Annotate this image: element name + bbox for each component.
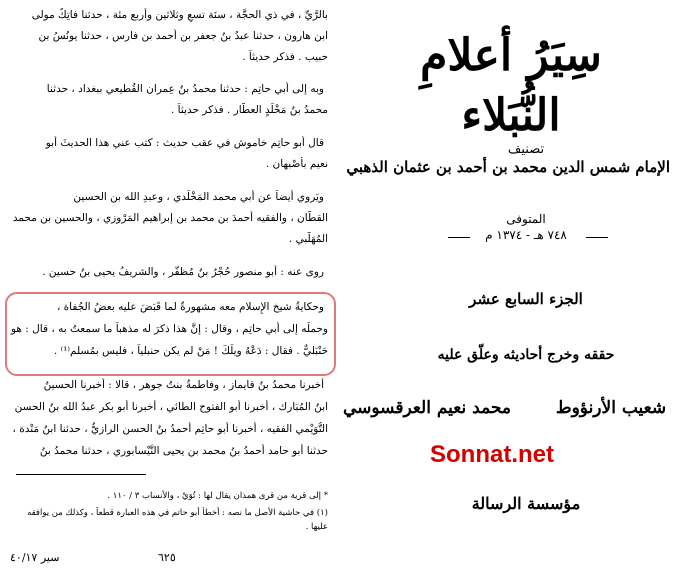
highlighted-line: وحملَه إلى أبي حاتِم ، وقال : إنَّ هذا ذكرَ له مذهباً ما سمعتُ به ، قال : هو [10, 323, 328, 335]
watermark-text: Sonnat.net [430, 441, 554, 468]
text-line: ويَروي أيضاً عن أبي محمد المَخْلَدي ، وعبدِ الله بن الحسين [73, 191, 324, 203]
text-line: وبه إلى أبي حاتِم : حدثنا محمدُ بنُ عِمران القُطيعي ببغداد ، حدثنا [46, 83, 324, 95]
died-label: المتوفى [506, 212, 546, 226]
signature-mark: سير ٤٠/١٧ [10, 551, 60, 564]
left-page [0, 0, 346, 579]
volume-label: الجزء السابع عشر [469, 290, 583, 308]
text-line: قال أبو حاتِم خاموش في عقب حديث : كتب عني هذا الحديثَ أبو [45, 137, 324, 149]
text-line: روى عنه : أبو منصور حُجْرُ بنُ مُظفّر ، والشريفُ يحيى بنُ حسين . [42, 266, 324, 278]
tasnif-label: تصنيف [507, 142, 545, 157]
page-number: ٦٢٥ [158, 551, 176, 564]
title-page [342, 0, 698, 579]
text-line: محمدُ بنُ مَخْلَدٍ العطَّار . فذكر حديثاً . [170, 104, 328, 116]
died-years: ٧٤٨ هـ - ١٣٧٤ م [485, 228, 567, 242]
text-line: ابن هارون ، حدثنا عبدُ بنُ جعفر بن أحمد بن فارس ، حدثنا يونُسُ بن [38, 30, 328, 42]
text-line: ابنُ المُبَارك ، أخبرنا أبو الفتوح الطائي ، أخبرنا أبو بكر عبدُ الله بنُ الحسن [14, 401, 328, 413]
divider-line [586, 237, 608, 238]
publisher-name: مؤسسة الرسالة [471, 494, 581, 513]
highlighted-line: وحكايةُ شيخ الإِسلام معه مشهورةٌ لما قَبَضَ عليه بعضُ الجُفاة ، [56, 301, 324, 313]
footnote-rule [16, 474, 146, 475]
text-line: حدثنا أبو حامد أحمدُ بنُ محمد بن يحيى النَّيْسابوري ، حدثنا محمدُ بنُ [39, 445, 328, 457]
text-line: حبيب . فذكر حديثاً . [242, 51, 328, 63]
text-line: القطّان ، والفقيه أحمدَ بن محمد بن إبراهيم المَرْوزي ، والحسين بن محمد [12, 212, 328, 224]
footnote: * إلى قرية من قرى همذان يقال لها : تُوَيْ ، والأنساب ٣ / ١١٠ . [107, 491, 328, 501]
editing-note: حققه وخرج أحاديثه وعلّق عليه [437, 347, 615, 363]
editor-left: محمد نعيم العرقسوسي [342, 398, 511, 418]
footnote: عليها . [305, 522, 328, 532]
text-line: نعيم بأصْبهان . [265, 158, 328, 170]
text-line: التُّوَيْمي الفقيه ، أخبرنا أبو حاتِم أحمدُ بنُ الحسن الرازيُّ ، حدثنا ابنُ مَنْدة ، [12, 423, 328, 435]
editor-right: شعيب الأرنؤوط [555, 398, 667, 418]
text-line: أخبرنا محمدُ بنُ قايماز ، وفاطمةُ بنتُ جوهر ، قالا : أخبرنا الحسينُ [43, 379, 324, 391]
text-line: بالرَّيِّ ، في ذي الحجَّة ، سنَة تسعٍ وثلاثين وأربع مئة ، حدثنا فاتِكٌ مولى [31, 9, 328, 21]
highlighted-line: حَنْبَليٌّ . فقال : دَعْهُ ويلَكَ ! مَنْ لم يكن حنبلياً ، فليس بمُسلم⁽¹⁾ . [53, 345, 328, 357]
book-title: سِيَرُ أعلامِ النُّبَلاء [420, 30, 602, 141]
footnote: (١) في حاشية الأصل ما نصه : أخطأ أبو حاتم في هذه العبارة قطعاً ، وكذلك من يوافقه [27, 508, 328, 518]
text-line: المُهَلَّبي . [288, 233, 328, 245]
author-name: الإمام شمس الدين محمد بن أحمد بن عثمان الذهبي [346, 158, 670, 176]
